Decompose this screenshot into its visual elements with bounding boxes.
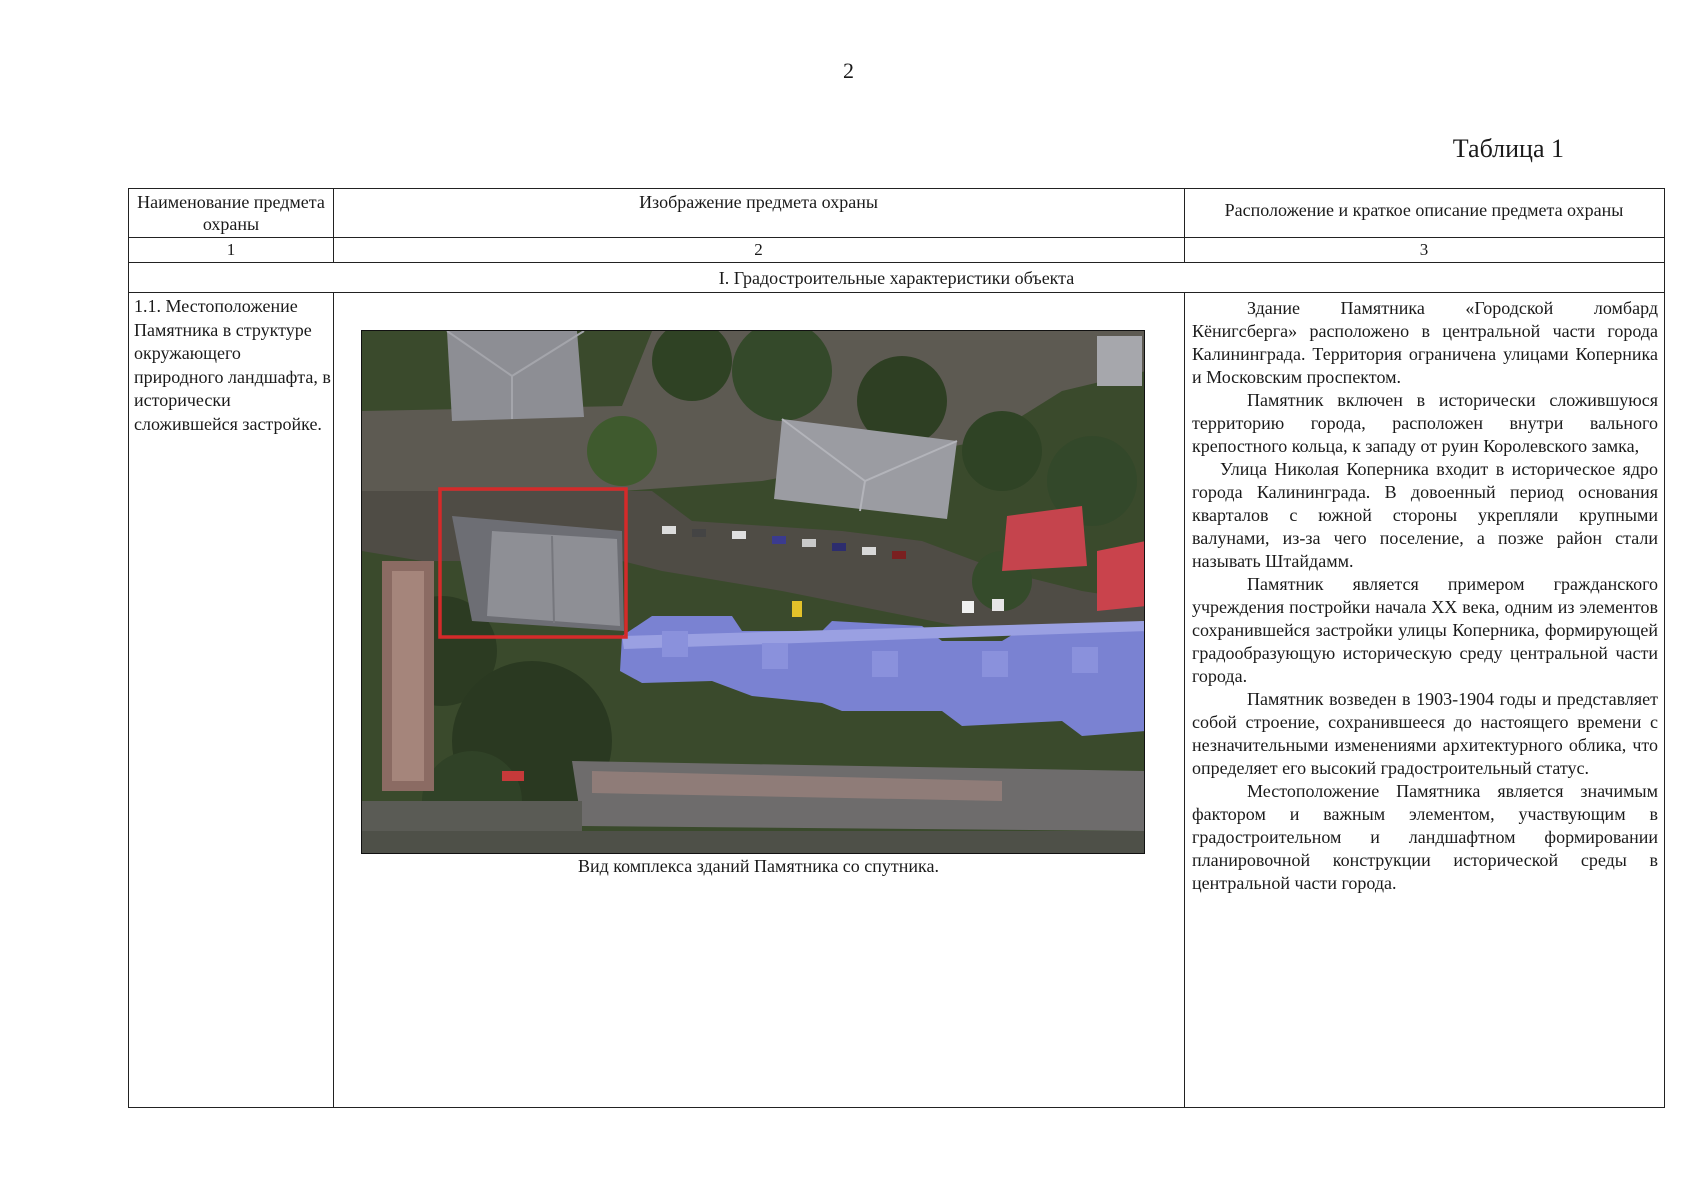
description-cell [1184,293,1664,1107]
description-paragraph: Улица Николая Коперника входит в историческое ядро города Калининграда. В довоенный период основания кварталов с южной стороны укрепляли крупными валунами, из-за чего поселение, а позже район стали называть Штайдамм. [1192,459,1658,571]
image-cell [333,293,1184,1107]
satellite-image [361,330,1145,854]
header-image: Изображение предмета охраны [639,192,878,212]
protection-subject-name: 1.1. Местоположение Памятника в структуре окружающего природного ландшафта, в исторически сложившейся застройке. [134,296,331,434]
description-text [1184,293,1664,895]
column-number-1: 1 [226,240,236,259]
section-title: I. Градостроительные характеристики объекта [718,268,1075,288]
header-row [129,189,1664,238]
description-paragraph: Памятник возведен в 1903-1904 годы и представляет собой строение, сохранившееся до настоящего времени с незначительными изменениями архитектурного облика, что определяет его высокий градостроительный статус. [1192,689,1658,778]
column-number-2: 2 [754,240,763,259]
description-paragraph: Памятник включен в исторически сложившуюся территорию города, расположен внутри вального крепостного кольца, к западу от руин Королевского замка, [1192,390,1658,456]
protection-table [128,188,1665,1108]
header-name: Наименование предмета охраны [137,192,325,234]
column-number-3: 3 [1419,240,1429,259]
protection-subject-cell [129,293,333,1107]
column-number-row [129,238,1664,263]
header-description: Расположение и краткое описание предмета охраны [1224,200,1624,220]
image-caption: Вид комплекса зданий Памятника со спутника. [577,856,940,876]
table-caption: Таблица 1 [1452,134,1564,163]
table-row [129,293,1664,1107]
section-row [129,263,1664,293]
description-paragraph: Местоположение Памятника является значимым фактором и важным элементом, участвующим в градостроительном и ландшафтном формировании планировочной конструкции исторической среды в центральной части города. [1192,781,1658,893]
description-paragraph: Здание Памятника «Городской ломбард Кёнигсберга» расположено в центральной части города Калининграда. Территория ограничена улицами Коперника и Московским проспектом. [1192,298,1658,387]
description-paragraph: Памятник является примером гражданского учреждения постройки начала XX века, одним из элементов сохранившейся застройки улицы Коперника, формирующей градообразующую историческую среду центральной части города. [1192,574,1658,686]
page-number: 2 [843,58,854,83]
